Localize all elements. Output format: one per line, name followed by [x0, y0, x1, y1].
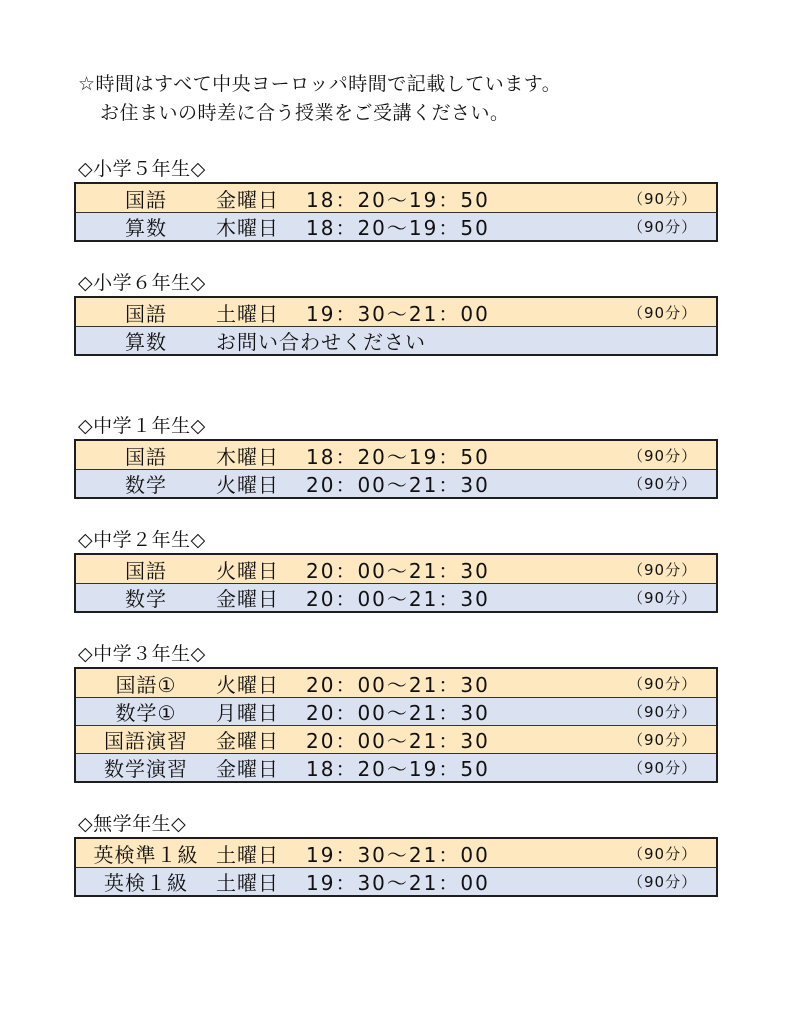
table-row [76, 184, 716, 212]
subject-cell: 数学 [125, 473, 167, 497]
duration-cell: （90分） [628, 873, 698, 891]
time-cell: 20：00〜21：30 [306, 701, 490, 725]
section-elementary-5 [74, 157, 718, 242]
day-cell: 火曜日 [216, 558, 279, 583]
section-heading: ◇無学年生◇ [78, 813, 187, 835]
table-row [76, 583, 716, 611]
subject-cell: 国語 [125, 187, 167, 212]
day-cell: 土曜日 [216, 871, 279, 895]
table-row [76, 298, 716, 326]
day-cell: 土曜日 [216, 842, 279, 867]
table-row [76, 867, 716, 895]
day-cell: 火曜日 [216, 672, 279, 697]
subject-cell: 国語① [115, 672, 177, 697]
duration-cell: （90分） [628, 560, 698, 579]
subject-cell: 国語 [125, 444, 167, 469]
section-heading: ◇小学５年生◇ [78, 158, 206, 180]
duration-cell: （90分） [628, 303, 698, 322]
day-cell: 金曜日 [216, 587, 279, 611]
section-junior-high-2 [74, 528, 718, 613]
time-cell: 19：30〜21：00 [306, 842, 490, 867]
schedule-table [74, 296, 718, 356]
table-row [76, 669, 716, 697]
table-row [76, 212, 716, 240]
subject-cell: 国語演習 [104, 729, 188, 753]
time-cell: 20：00〜21：30 [306, 672, 490, 697]
duration-cell: （90分） [628, 703, 698, 721]
table-row [76, 555, 716, 583]
time-cell: 19：30〜21：00 [306, 871, 490, 895]
day-cell: 金曜日 [216, 757, 279, 781]
section-junior-high-3 [74, 642, 718, 783]
section-heading: ◇小学６年生◇ [78, 272, 206, 294]
subject-cell: 算数 [125, 216, 167, 240]
inquiry-note: お問い合わせください [216, 330, 426, 354]
section-heading: ◇中学１年生◇ [78, 415, 206, 437]
subject-cell: 英検準１級 [93, 842, 199, 867]
time-cell: 18：20〜19：50 [306, 187, 490, 212]
schedule-table [74, 182, 718, 242]
table-row [76, 326, 716, 354]
table-row [76, 697, 716, 725]
schedule-table [74, 553, 718, 613]
duration-cell: （90分） [628, 731, 698, 749]
duration-cell: （90分） [628, 189, 698, 208]
day-cell: 金曜日 [216, 729, 279, 753]
duration-cell: （90分） [628, 674, 698, 693]
subject-cell: 数学演習 [104, 757, 188, 781]
duration-cell: （90分） [628, 475, 698, 493]
duration-cell: （90分） [628, 759, 698, 777]
subject-cell: 数学 [125, 587, 167, 611]
table-row [76, 753, 716, 781]
time-cell: 18：20〜19：50 [306, 444, 490, 469]
day-cell: 金曜日 [216, 187, 279, 212]
timezone-notice [78, 70, 561, 128]
time-cell: 20：00〜21：30 [306, 473, 490, 497]
day-cell: 木曜日 [216, 444, 279, 469]
subject-cell: 英検１級 [104, 871, 188, 895]
schedule-table [74, 439, 718, 499]
time-cell: 20：00〜21：30 [306, 587, 490, 611]
time-cell: 19：30〜21：00 [306, 301, 490, 326]
table-row [76, 441, 716, 469]
duration-cell: （90分） [628, 589, 698, 607]
day-cell: 木曜日 [216, 216, 279, 240]
section-heading: ◇中学２年生◇ [78, 529, 206, 551]
duration-cell: （90分） [628, 446, 698, 465]
day-cell: 月曜日 [216, 701, 279, 725]
time-cell: 18：20〜19：50 [306, 216, 490, 240]
section-junior-high-1 [74, 414, 718, 499]
day-cell: 火曜日 [216, 473, 279, 497]
time-cell: 18：20〜19：50 [306, 757, 490, 781]
table-row [76, 469, 716, 497]
day-cell: 土曜日 [216, 301, 279, 326]
section-elementary-6 [74, 271, 718, 356]
duration-cell: （90分） [628, 844, 698, 863]
duration-cell: （90分） [628, 218, 698, 236]
subject-cell: 国語 [125, 558, 167, 583]
subject-cell: 国語 [125, 301, 167, 326]
time-cell: 20：00〜21：30 [306, 558, 490, 583]
subject-cell: 算数 [125, 330, 167, 354]
time-cell: 20：00〜21：30 [306, 729, 490, 753]
notice-line-1: ☆時間はすべて中央ヨーロッパ時間で記載しています。 [78, 73, 562, 95]
schedule-table [74, 667, 718, 783]
schedule-table [74, 837, 718, 897]
section-all-grades [74, 812, 718, 897]
subject-cell: 数学① [115, 701, 177, 725]
table-row [76, 839, 716, 867]
notice-line-2: お住まいの時差に合う授業をご受講ください。 [100, 102, 510, 124]
section-heading: ◇中学３年生◇ [78, 643, 206, 665]
table-row [76, 725, 716, 753]
